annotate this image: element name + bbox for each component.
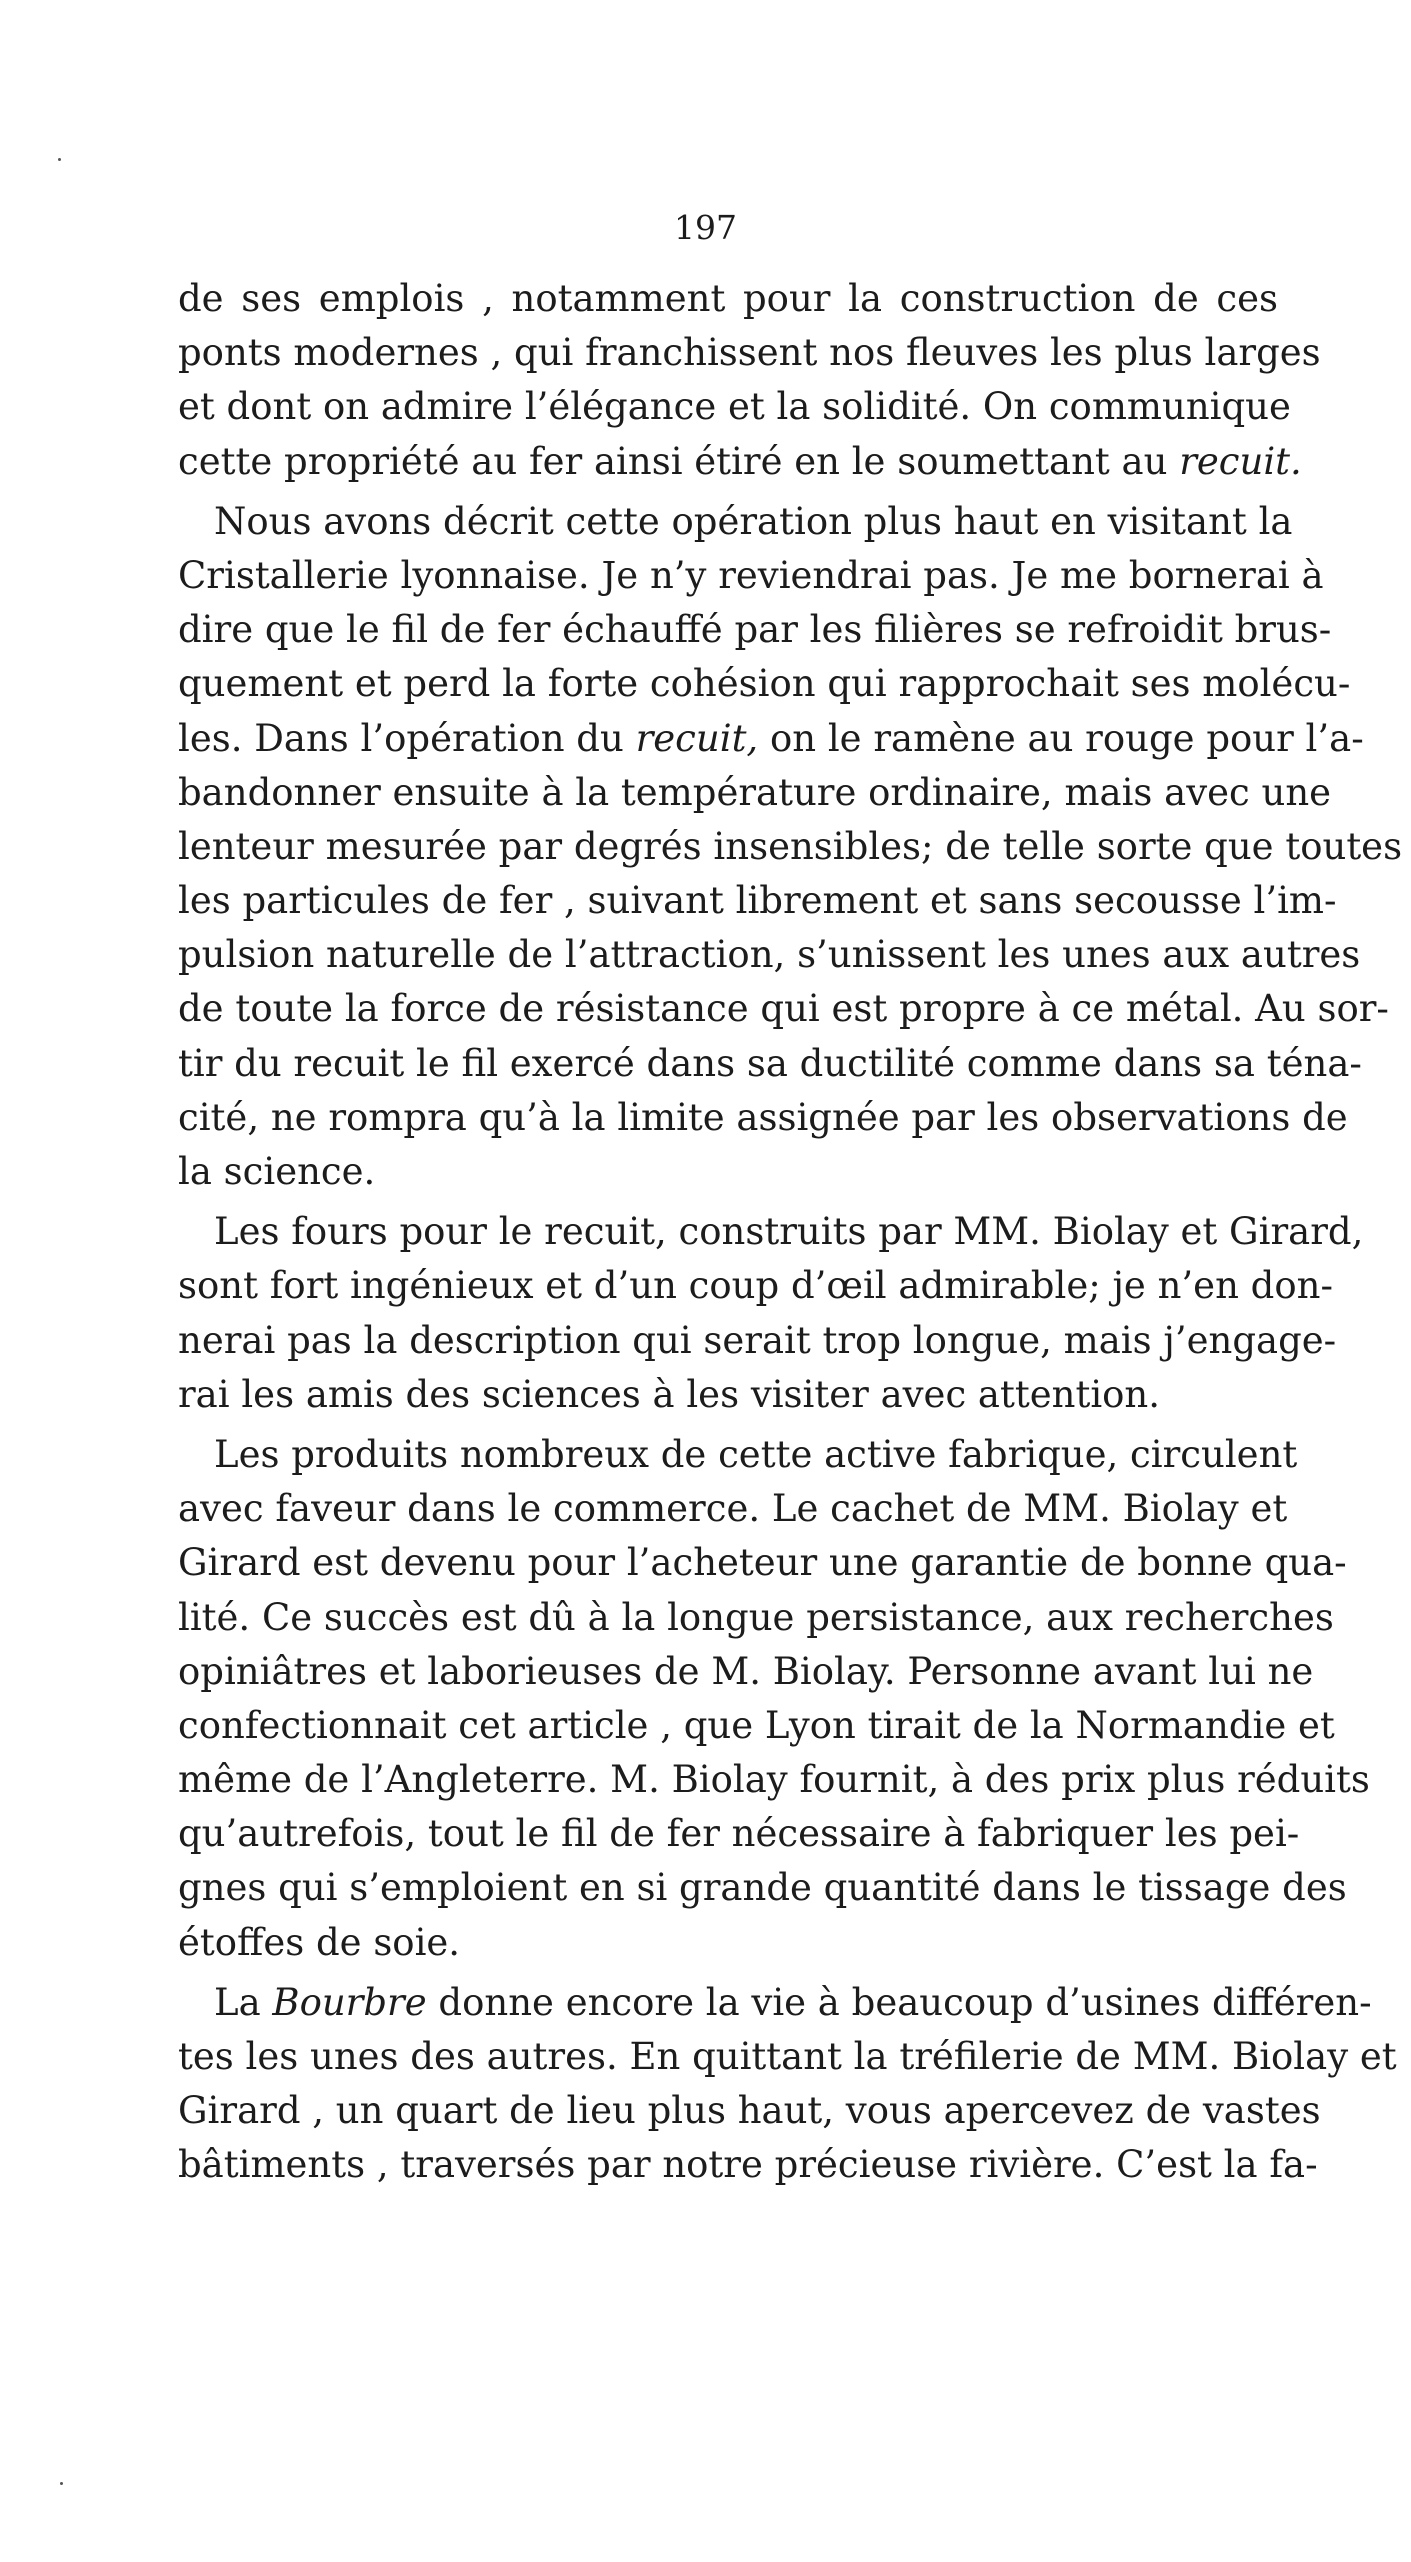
text-line [178, 1314, 1337, 1368]
text-segment: bâtiments , traversés par notre précieuse rivière. C’est la fa- [178, 2143, 1318, 2187]
text-segment: opiniâtres et laborieuses de M. Biolay. Personne avant lui ne [178, 1649, 1314, 1693]
text-segment: tir du recuit le fil exercé dans sa ductilité comme dans sa téna- [178, 1041, 1362, 1085]
text-line [178, 1753, 1370, 1807]
text-segment: Nous avons décrit cette opération plus haut en visitant la [214, 499, 1293, 543]
text-segment: quement et perd la forte cohésion qui rapprochait ses molécu- [178, 662, 1351, 706]
text-line [178, 1145, 1278, 1199]
text-line [178, 982, 1389, 1036]
text-segment: ponts modernes , qui franchissent nos fleuves les plus larges [178, 331, 1321, 375]
text-line [178, 1037, 1362, 1091]
text-line [178, 435, 1302, 489]
text-segment: donne encore la vie à beaucoup d’usines différen- [426, 1980, 1372, 2024]
text-segment: qu’autrefois, tout le fil de fer nécessaire à fabriquer les pei- [178, 1812, 1300, 1856]
text-segment: sont fort ingénieux et d’un coup d’œil admirable; je n’en don- [178, 1264, 1333, 1308]
text-segment: lenteur mesurée par degrés insensibles; de telle sorte que toutes [178, 824, 1403, 868]
text-segment: pulsion naturelle de l’attraction, s’unissent les unes aux autres [178, 933, 1361, 977]
text-segment: Girard , un quart de lieu plus haut, vous apercevez de vastes [178, 2089, 1321, 2133]
text-segment: et dont on admire l’élégance et la solidité. On communique [178, 385, 1291, 429]
text-line [178, 1645, 1314, 1699]
text-segment: Girard est devenu pour l’acheteur une garantie de bonne qua- [178, 1541, 1347, 1585]
paragraph-first-line [178, 1976, 1372, 2030]
text-segment: la science. [178, 1150, 376, 1193]
text-line [178, 820, 1403, 874]
text-segment: cette propriété au fer ainsi étiré en le soumettant au [178, 439, 1180, 483]
text-line [178, 2084, 1321, 2138]
paragraph-first-line [178, 1205, 1364, 1259]
text-line [178, 2030, 1397, 2084]
text-segment: gnes qui s’emploient en si grande quantité dans le tissage des [178, 1866, 1347, 1910]
text-line [178, 326, 1321, 380]
text-line [178, 1368, 1278, 1422]
text-line [178, 2138, 1318, 2192]
italic-text: Bourbre [272, 1980, 427, 2024]
text-line [178, 1807, 1300, 1861]
body-text [178, 272, 1403, 2193]
text-line [178, 1861, 1347, 1915]
text-line [178, 1916, 1278, 1970]
text-segment: étoffes de soie. [178, 1920, 461, 1964]
text-segment: Les produits nombreux de cette active fabrique, circulent [214, 1432, 1298, 1476]
text-line [178, 549, 1324, 603]
page-number: 197 [674, 208, 737, 247]
text-line [178, 928, 1361, 982]
text-segment: même de l’Angleterre. M. Biolay fournit, à des prix plus réduits [178, 1758, 1370, 1802]
paragraph-first-line [178, 1428, 1298, 1482]
text-line [178, 766, 1332, 820]
paper-speck [58, 158, 61, 161]
text-segment: rai les amis des sciences à les visiter avec attention. [178, 1372, 1161, 1416]
text-segment: on le ramène au rouge pour l’a- [758, 716, 1364, 760]
text-segment: Cristallerie lyonnaise. Je n’y reviendrai pas. Je me bornerai à [178, 553, 1324, 597]
text-line [178, 1259, 1333, 1313]
text-segment: confectionnait cet article , que Lyon tirait de la Normandie et [178, 1703, 1335, 1747]
text-segment: La [214, 1980, 273, 2024]
paragraph-first-line [178, 272, 1278, 326]
text-segment: dire que le fil de fer échauffé par les filières se refroidit brus- [178, 608, 1332, 652]
text-segment: les particules de fer , suivant librement et sans secousse l’im- [178, 879, 1337, 923]
text-line [178, 1091, 1348, 1145]
text-segment: lité. Ce succès est dû à la longue persistance, aux recherches [178, 1595, 1334, 1639]
text-segment: avec faveur dans le commerce. Le cachet de MM. Biolay et [178, 1487, 1288, 1531]
text-line [178, 603, 1332, 657]
text-line [178, 1591, 1334, 1645]
paper-speck [60, 2482, 63, 2485]
text-segment: nerai pas la description qui serait trop longue, mais j’engage- [178, 1318, 1337, 1362]
text-segment: cité, ne rompra qu’à la limite assignée par les observations de [178, 1095, 1348, 1139]
text-segment: de toute la force de résistance qui est propre à ce métal. Au sor- [178, 987, 1389, 1031]
text-segment: de ses emplois , notamment pour la construction de ces [178, 277, 1278, 320]
text-line [178, 657, 1351, 711]
text-segment: bandonner ensuite à la température ordinaire, mais avec une [178, 770, 1332, 814]
paragraph-first-line [178, 495, 1293, 549]
text-line [178, 1536, 1347, 1590]
text-line [178, 874, 1337, 928]
text-line [178, 1699, 1335, 1753]
text-segment: tes les unes des autres. En quittant la tréfilerie de MM. Biolay et [178, 2035, 1397, 2078]
text-line [178, 380, 1291, 434]
italic-text: recuit, [635, 716, 759, 760]
text-line [178, 1482, 1288, 1536]
text-segment: Les fours pour le recuit, construits par MM. Biolay et Girard, [214, 1210, 1364, 1254]
text-line [178, 712, 1364, 766]
text-segment: les. Dans l’opération du [178, 716, 636, 760]
italic-text: recuit. [1179, 439, 1302, 483]
